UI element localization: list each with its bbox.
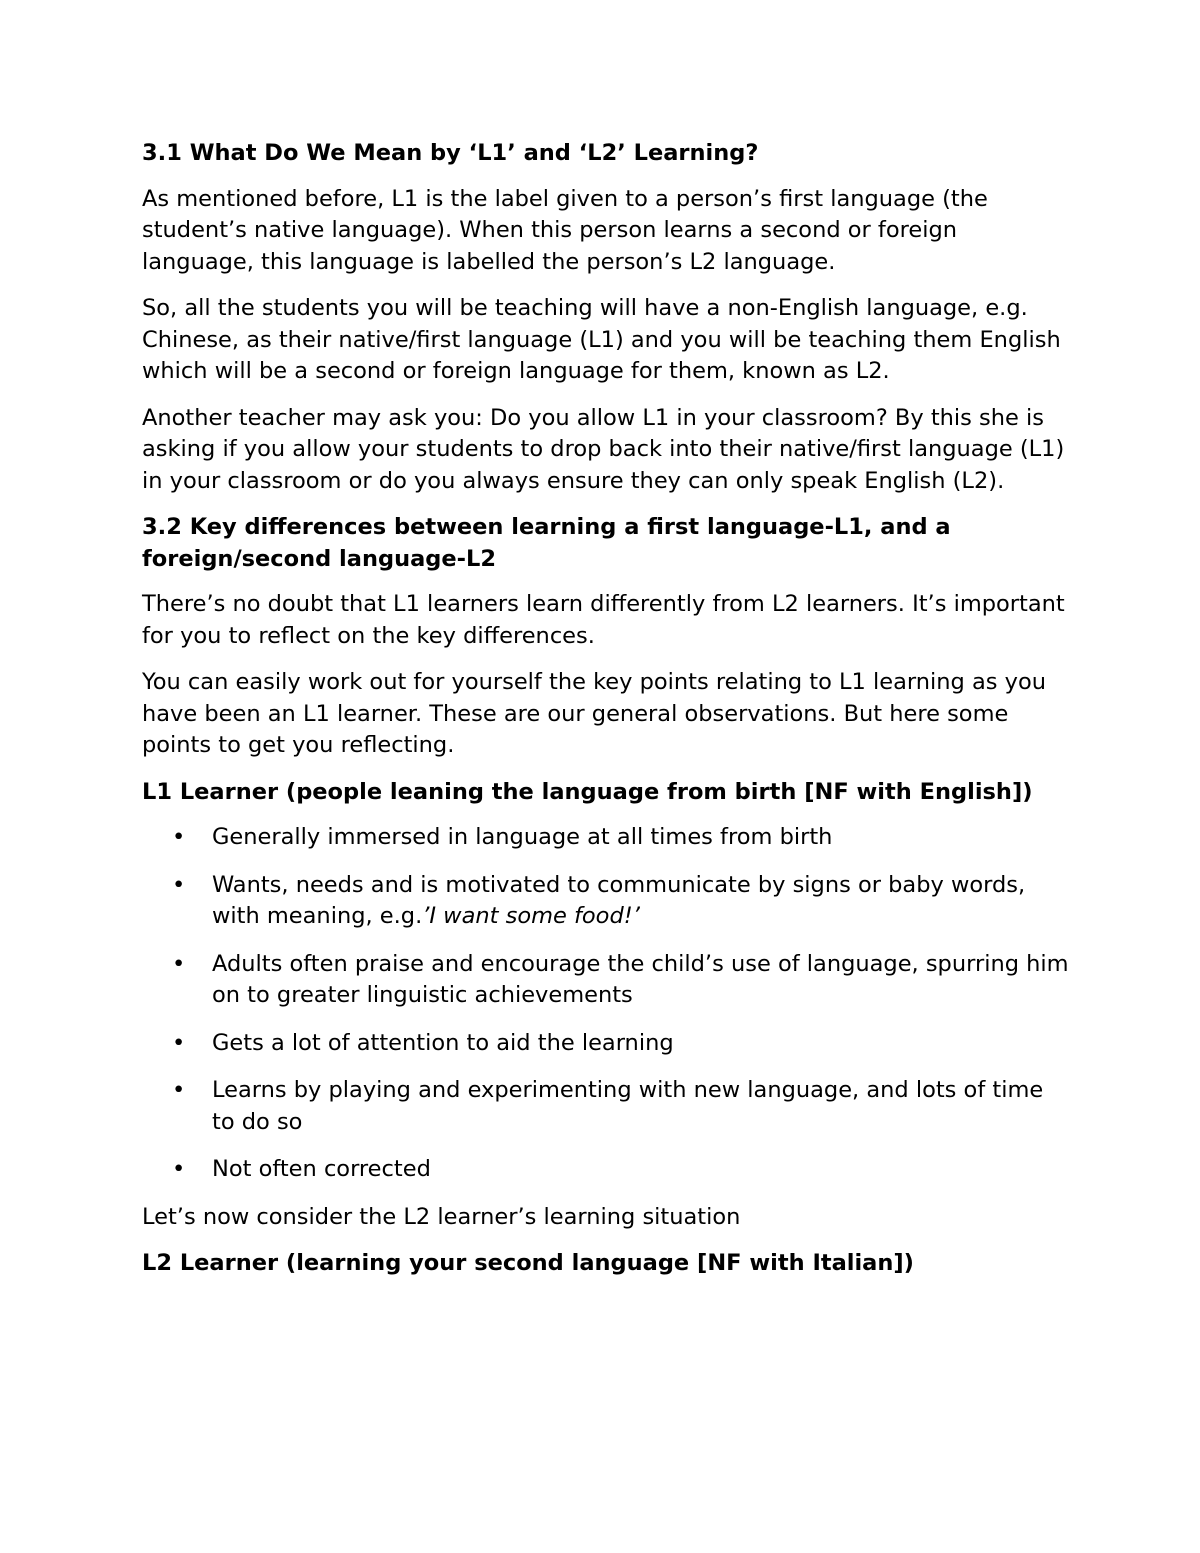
list-item — [142, 822, 1072, 854]
bullet-icon: • — [172, 1029, 186, 1056]
list-item — [142, 1075, 1072, 1138]
paragraph: Another teacher may ask you: Do you allow L1 in your classroom? By this she is asking if you allow your students to drop back into their native/first language (L1) in your classroom or do you always ensure they can only speak English (L2). — [142, 404, 1065, 494]
paragraph: As mentioned before, L1 is the label given to a person’s first language (the student’s native language). When this person learns a second or foreign language, this language is labelled the person’s L2 language. — [142, 185, 988, 275]
list-item — [142, 1028, 1072, 1060]
bullet-icon: • — [172, 871, 186, 898]
list-item-text: Adults often praise and encourage the child’s use of language, spurring him on to greater linguistic achievements — [212, 950, 1069, 1008]
list-item-text: Wants, needs and is motivated to communicate by signs or baby words, with meaning, e.g. — [212, 871, 1026, 929]
bullet-icon: • — [172, 1156, 186, 1182]
section-heading-3-2: 3.2 Key differences between learning a first language-L1, and a foreign/second language-L2 — [142, 514, 951, 572]
bullet-icon: • — [172, 950, 186, 977]
l2-learner-heading: L2 Learner (learning your second language [NF with Italian]) — [142, 1250, 914, 1276]
l1-learner-list — [142, 822, 1072, 1186]
list-item-text: Not often corrected — [212, 1156, 431, 1182]
list-item — [142, 1154, 1072, 1186]
list-item-text: Learns by playing and experimenting with new language, and lots of time to do so — [212, 1077, 1044, 1135]
list-item-text: Generally immersed in language at all times from birth — [212, 824, 833, 850]
bullet-icon: • — [172, 1077, 186, 1103]
paragraph: You can easily work out for yourself the key points relating to L1 learning as you have been an L1 learner. These are our general observations. But here some points to get you reflecting. — [142, 669, 1046, 758]
list-item — [142, 949, 1072, 1012]
document-page — [142, 138, 1072, 1294]
list-item-example: ’I want some food!’ — [422, 903, 640, 929]
l1-learner-heading: L1 Learner (people leaning the language from birth [NF with English]) — [142, 778, 1033, 805]
list-item — [142, 870, 1072, 933]
paragraph: There’s no doubt that L1 learners learn differently from L2 learners. It’s important for you to reflect on the key differences. — [142, 591, 1065, 649]
section-heading-3-1: 3.1 What Do We Mean by ‘L1’ and ‘L2’ Learning? — [142, 140, 759, 166]
transition-paragraph: Let’s now consider the L2 learner’s learning situation — [142, 1203, 741, 1230]
paragraph: So, all the students you will be teaching will have a non-English language, e.g. Chinese, as their native/first language (L1) and you will be teaching them English which will be a second or foreign language for them, known as L2. — [142, 295, 1061, 384]
bullet-icon: • — [172, 824, 186, 850]
list-item-text: Gets a lot of attention to aid the learning — [212, 1029, 674, 1056]
